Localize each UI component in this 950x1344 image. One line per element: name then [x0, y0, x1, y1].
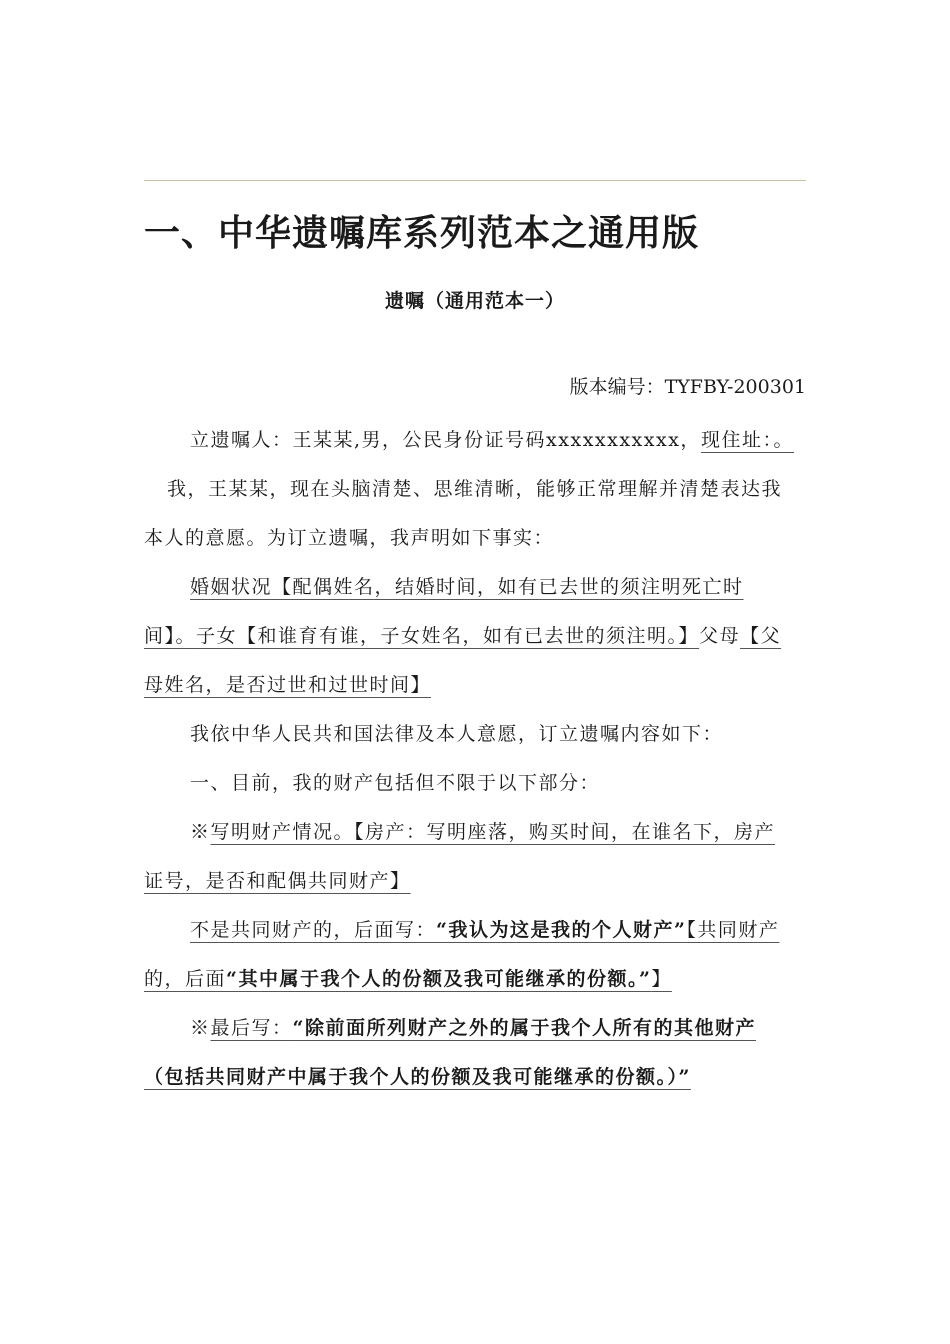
parents-note: 【父母姓名，是否过世和过世时间】 — [144, 625, 782, 696]
marriage-label: 婚姻状况 — [190, 576, 273, 598]
testator-intro: 立遗嘱人：王某某,男，公民身份证号码 — [190, 429, 547, 451]
section-one-heading: 一、目前，我的财产包括但不限于以下部分： — [190, 772, 601, 794]
parents-label: 父母 — [699, 625, 741, 647]
closing-quote: “除前面所列财产之外的属于我个人所有的其他财产（包括共同财产中属于我个人的份额及我可能继承的份额。）” — [144, 1017, 756, 1088]
children-separator: 。 — [175, 625, 197, 647]
property-paragraph — [144, 808, 794, 906]
document-body — [144, 416, 794, 1102]
joint-open: 【共同财产的，后面 — [144, 919, 780, 990]
closing-lead: 最后写： — [210, 1017, 293, 1039]
family-paragraph — [144, 563, 794, 710]
top-rule — [144, 180, 806, 181]
version-number: 版本编号：TYFBY-200301 — [569, 376, 806, 398]
marriage-note: 【配偶姓名，结婚时间，如有已去世的须注明死亡时间】 — [144, 576, 744, 647]
testator-id-number: xxxxxxxxxxx — [546, 429, 681, 451]
property-lead: 写明财产情况。 — [210, 821, 355, 843]
testator-address: 现住址：。 — [700, 429, 794, 451]
house-property-note: 【房产：写明座落，购买时间，在谁名下，房产证号，是否和配偶共同财产】 — [144, 821, 776, 892]
ownership-paragraph — [144, 906, 794, 1004]
children-label: 子女 — [196, 625, 238, 647]
not-joint-quote: “我认为这是我的个人财产” — [436, 919, 687, 941]
reference-mark: ※ — [190, 1017, 211, 1039]
testator-separator: ， — [680, 429, 701, 451]
not-joint-text: 不是共同财产的，后面写： — [190, 919, 437, 941]
declaration-paragraph: 我，王某某，现在头脑清楚、思维清晰，能够正常理解并清楚表达我本人的意愿。为订立遗嘱，我声明如下事实： — [144, 478, 783, 549]
closing-paragraph — [144, 1004, 794, 1102]
will-intro-paragraph: 我依中华人民共和国法律及本人意愿，订立遗嘱内容如下： — [190, 723, 724, 745]
children-note: 【和谁育有谁，子女姓名，如有已去世的须注明。】 — [237, 625, 700, 647]
joint-quote: “其中属于我个人的份额及我可能继承的份额。” — [226, 968, 652, 990]
joint-close: 】 — [651, 968, 672, 990]
reference-mark: ※ — [190, 821, 211, 843]
document-heading: 一、中华遗嘱库系列范本之通用版 — [144, 213, 700, 254]
testator-paragraph — [144, 416, 794, 465]
document-subtitle: 遗嘱（通用范本一） — [384, 290, 565, 312]
